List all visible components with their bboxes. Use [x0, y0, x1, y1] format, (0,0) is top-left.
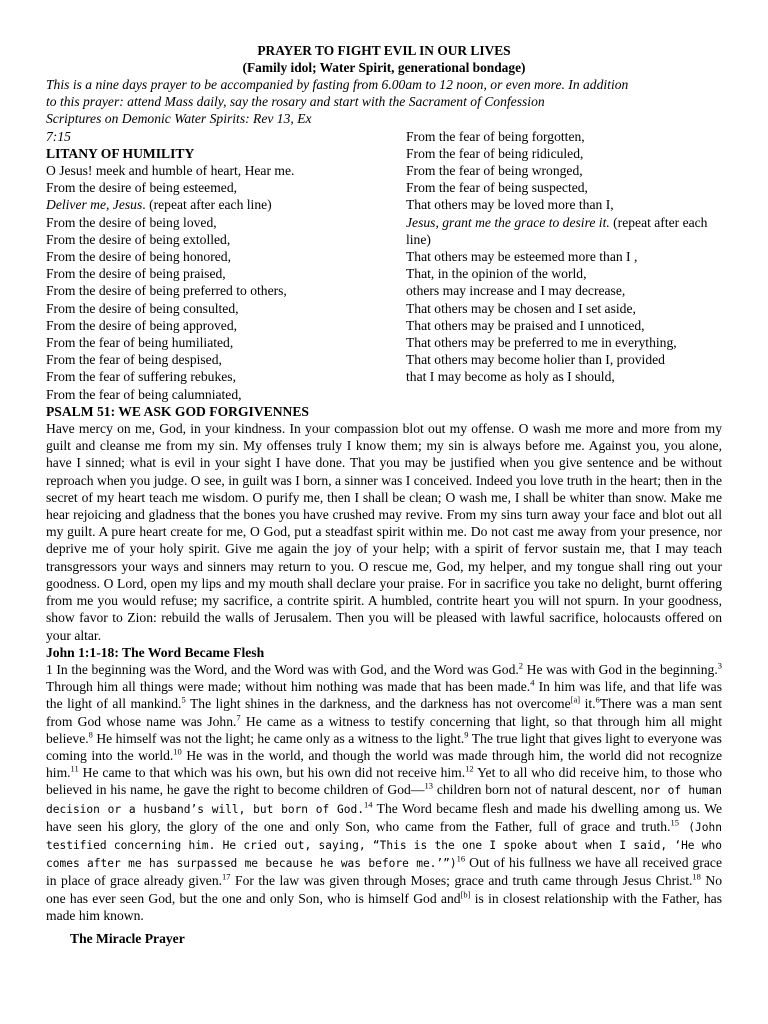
litany-line: others may increase and I may decrease,: [406, 283, 626, 299]
document-title: PRAYER TO FIGHT EVIL IN OUR LIVES: [257, 43, 511, 58]
litany-heading: LITANY OF HUMILITY: [46, 145, 195, 161]
litany-left-column: [46, 128, 406, 403]
litany-line: From the fear of being despised,: [46, 352, 222, 368]
litany-right-column: [406, 128, 722, 403]
psalm-text: Have mercy on me, God, in your kindness. In your compassion blot out my offense. O wash me more and more from my guilt and cleanse me from my sin. My offenses truly I know them; my sin is always before me. Against you, you alone, have I sinned; what is evil in your sight I have done. That you may be justified when you give sentence and be without reproach when you judge. O see, in guilt was I born, a sinner was I conceived. Indeed you love truth in the heart; then in the secret of my heart teach me wisdom. O purify me, then I shall be clean; O wash me, I shall be whiter than snow. Make me hear rejoicing and gladness that the bones you have crushed may revive. From my sins turn away your face and blot out all my guilt. A pure heart create for me, O God, put a steadfast spirit within me. Do not cast me away from your presence, nor deprive me of your holy spirit. Give me again the joy of your help; with a spirit of fervor sustain me, that I may teach transgressors your ways and sinners may return to you. O rescue me, God, my helper, and my tongue shall ring out your goodness. O Lord, open my lips and my mouth shall declare your praise. For in sacrifice you take no delight, burnt offering from me you would refuse; my sacrifice, a contrite spirit. A humbled, contrite heart you will not spurn. In your goodness, show favor to Zion: rebuild the walls of Jerusalem. Then you will be pleased with lawful sacrifice, holocausts offered on your altar.: [46, 421, 722, 643]
response-suffix: (repeat after each line): [406, 214, 708, 247]
litany-line: From the desire of being approved,: [46, 317, 238, 333]
verse-text: No one has ever seen God, but the one and only Son, who is himself God and: [46, 873, 722, 906]
verse-number: 6: [595, 694, 600, 705]
verse-text: The Word became flesh and made his dwelling among us. We have seen his glory, the glory of the one and only Son, who came from the Father, full of grace and truth.: [46, 800, 722, 834]
intro-line: Scriptures on Demonic Water Spirits: Rev 13, Ex: [46, 111, 312, 127]
verse-number: 16: [456, 853, 466, 864]
verse-text: He himself was not the light; he came only as a witness to the light.: [92, 730, 465, 746]
verse-number: 12: [465, 763, 474, 774]
intro-line: This is a nine days prayer to be accompanied by fasting from 6.00am to 12 noon, or even more. In addition: [46, 77, 629, 92]
footnote-link-a[interactable]: [a]: [570, 694, 581, 705]
verse-number: 18: [692, 871, 701, 882]
verse-text: He was in the world, and though the world was made through him, the world did not recognize him.: [46, 747, 722, 781]
litany-line: From the fear of being suspected,: [406, 180, 588, 196]
verse-number: 4: [530, 677, 535, 688]
litany-line: From the desire of being esteemed,: [46, 180, 238, 196]
scripture-ref: 7:15: [46, 128, 71, 144]
litany-line: O Jesus! meek and humble of heart, Hear me.: [46, 163, 295, 179]
verse-text: 1 In the beginning was the Word, and the Word was with God, and the Word was God.: [46, 661, 519, 677]
verse-number: 3: [717, 660, 722, 671]
response-italic: Jesus, grant me the grace to desire it.: [406, 214, 610, 230]
litany-line: From the desire of being praised,: [46, 266, 226, 282]
verse-number: 17: [222, 871, 231, 882]
verse-text: children born not of natural descent,: [432, 782, 641, 798]
verse-text: Yet to all who did receive him, to those who believed in his name, he gave the right to become children of God—: [46, 765, 722, 798]
litany-line: From the desire of being honored,: [46, 249, 231, 265]
verse-text: For the law was given through Moses; grace and truth came through Jesus Christ.: [230, 873, 693, 889]
litany-line: That others may be praised and I unnoticed,: [406, 317, 645, 333]
litany-line: From the fear of being calumniated,: [46, 386, 242, 402]
document-subtitle: (Family idol; Water Spirit, generational bondage): [242, 60, 526, 75]
litany-line: That others may be esteemed more than I ,: [406, 249, 638, 265]
verse-text: The light shines in the darkness, and the darkness has not overcome: [185, 696, 571, 712]
litany-line: From the fear of being wronged,: [406, 163, 583, 179]
litany-line: that I may become as holy as I should,: [406, 369, 615, 385]
verse-text: is in closest relationship with the Father, has made him known.: [46, 890, 722, 923]
litany-line: From the desire of being extolled,: [46, 231, 231, 247]
litany-line: That others may be chosen and I set aside,: [406, 300, 636, 316]
document-page: [46, 42, 722, 947]
verse-text: it.: [580, 696, 596, 712]
litany-response: [406, 214, 722, 248]
verse-text-mono: (John testified concerning him. He cried out, saying, “This is the one I spoke about when I said, ‘He who comes after me has surpassed me because he was before me.’”): [46, 820, 722, 871]
john-text: [46, 661, 722, 924]
response-italic: Deliver me, Jesus: [46, 197, 143, 213]
verse-text: He was with God in the beginning.: [523, 661, 718, 677]
verse-text-mono: nor of human decision or a husband’s will, but born of God.: [46, 784, 723, 816]
verse-number: 13: [424, 780, 433, 791]
verse-text: There was a man sent from God whose name was John.: [46, 696, 723, 729]
verse-text: Out of his fullness we have all received grace in place of grace already given.: [46, 855, 722, 889]
litany-response: [46, 196, 406, 213]
litany-line: From the fear of being humiliated,: [46, 335, 234, 351]
litany-line: From the desire of being loved,: [46, 214, 217, 230]
verse-text: He came to that which was his own, but his own did not receive him.: [78, 765, 466, 781]
litany-line: That others may become holier than I, provided: [406, 352, 665, 368]
psalm-heading: PSALM 51: WE ASK GOD FORGIVENNES: [46, 403, 309, 419]
verse-number: 10: [173, 746, 182, 757]
verse-number: 8: [88, 729, 93, 740]
verse-number: 2: [518, 660, 524, 671]
litany-columns: [46, 128, 722, 403]
verse-number: 9: [464, 729, 469, 740]
litany-line: From the desire of being preferred to others,: [46, 283, 287, 299]
john-heading: John 1:1-18: The Word Became Flesh: [46, 644, 265, 660]
verse-number: 7: [236, 711, 241, 722]
verse-number: 15: [670, 817, 679, 828]
response-suffix: . (repeat after each line): [142, 197, 272, 213]
verse-text: He came as a witness to testify concerning that light, so that through him all might believe.: [46, 713, 722, 746]
verse-text: In him was life, and that life was the light of all mankind.: [46, 679, 723, 712]
litany-line: From the desire of being consulted,: [46, 300, 239, 316]
litany-line: From the fear of suffering rebukes,: [46, 369, 237, 385]
litany-line: That, in the opinion of the world,: [406, 266, 587, 282]
verse-text: The true light that gives light to everyone was coming into the world.: [46, 730, 722, 763]
miracle-prayer-heading: The Miracle Prayer: [70, 930, 185, 946]
litany-line: That others may be preferred to me in everything,: [406, 335, 677, 351]
verse-number: 5: [181, 694, 186, 705]
litany-line: That others may be loved more than I,: [406, 197, 614, 213]
litany-line: From the fear of being forgotten,: [406, 128, 585, 144]
verse-number: 14: [363, 799, 373, 809]
intro-line: to this prayer: attend Mass daily, say the rosary and start with the Sacrament of Confession: [46, 94, 545, 110]
verse-text: Through him all things were made; without him nothing was made that has been made.: [46, 679, 531, 695]
footnote-link-b[interactable]: [b]: [460, 889, 471, 900]
litany-line: From the fear of being ridiculed,: [406, 145, 584, 161]
verse-number: 11: [70, 763, 79, 774]
